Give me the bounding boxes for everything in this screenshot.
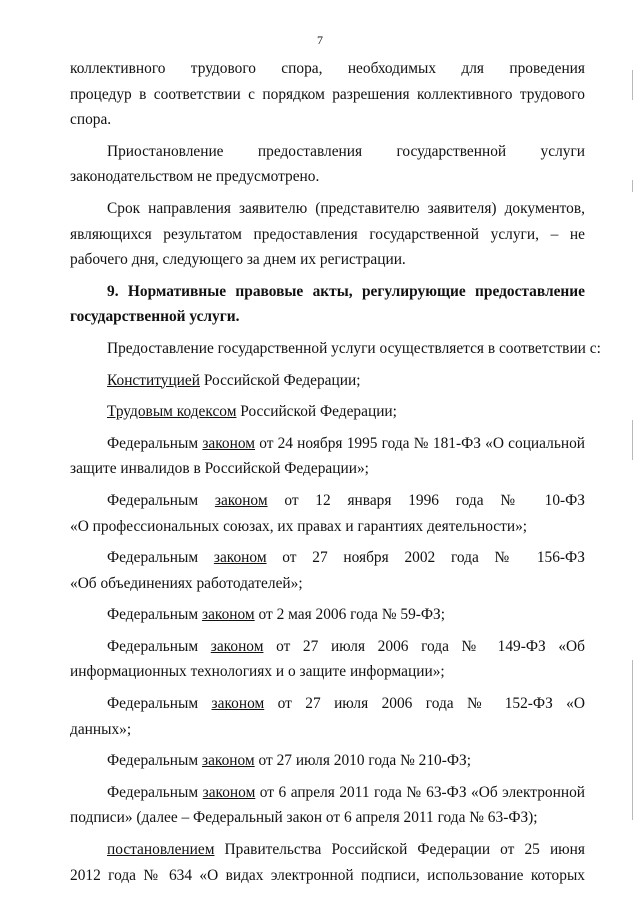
list-item (70, 431, 585, 457)
text-span: Российской Федерации; (236, 403, 397, 421)
law-59-link[interactable]: законом (201, 606, 255, 624)
text-span: ноября (343, 549, 389, 567)
law-181-link[interactable]: законом (202, 434, 256, 452)
text-span: Федеральным (107, 491, 199, 509)
law-156-link[interactable]: законом (213, 549, 267, 567)
text-span: от 6 апреля 2011 года № 63-ФЗ «Об электронной (255, 783, 585, 801)
text-span: Федеральным (107, 783, 203, 801)
text-line: процедур в соответствии с порядком разрешения коллективного трудового (70, 85, 585, 103)
text-span: Правительства Российской Федерации от 25 июня (214, 841, 585, 859)
text-line: подписи» (далее – Федеральный закон от 6 апреля 2011 года № 63-ФЗ); (70, 809, 538, 827)
list-item (70, 748, 585, 774)
list-item (70, 488, 585, 514)
text-span: от 24 ноября 1995 года № 181-ФЗ «О социальной (255, 434, 585, 452)
text-span: от 2 мая 2006 года № 59-ФЗ; (254, 606, 446, 624)
text-line: Предоставление государственной услуги осуществляется в соответствии с: (107, 339, 601, 357)
scan-mark (632, 70, 633, 100)
scan-mark (632, 180, 633, 192)
text-span: Федеральным (107, 549, 199, 567)
list-item (70, 545, 585, 571)
text-line: 2012 года № 634 «О видах электронной подписи, использование которых (70, 866, 585, 884)
text-span: Федеральным (107, 606, 202, 624)
text-span: от 27 июля 2006 года № 149-ФЗ «Об (276, 637, 585, 655)
text-span: № 10-ФЗ (500, 491, 585, 509)
law-63-link[interactable]: законом (202, 783, 256, 801)
labor-code-link[interactable]: Трудовым кодексом (107, 403, 237, 421)
section-heading: государственной услуги. (70, 308, 240, 326)
scan-mark (632, 420, 633, 460)
text-span: Российской Федерации; (199, 371, 361, 389)
text-span: от (282, 549, 297, 567)
text-span: года (450, 549, 479, 567)
text-line: «Об объединениях работодателей»; (70, 574, 303, 592)
text-line: коллективного трудового спора, необходимых для проведения (70, 60, 585, 77)
constitution-link[interactable]: Конституцией (107, 371, 200, 389)
text-span: Федеральным (107, 637, 211, 655)
law-152-link[interactable]: законом (211, 695, 265, 713)
list-item (70, 780, 585, 806)
text-line: рабочего дня, следующего за днем их регистрации. (70, 251, 406, 269)
page-number: 7 (317, 33, 323, 47)
text-span: Федеральным (107, 695, 212, 713)
resolution-634-link[interactable]: постановлением (107, 841, 215, 859)
text-line: являющихся результатом предоставления государственной услуги, – не (70, 225, 585, 243)
law-10-link[interactable]: законом (214, 491, 268, 509)
list-item (70, 691, 585, 717)
list-item (70, 837, 585, 863)
text-span: № 156-ФЗ (494, 549, 585, 567)
list-item (70, 602, 585, 628)
text-line: защите инвалидов в Российской Федерации»; (70, 460, 369, 478)
law-210-link[interactable]: законом (201, 752, 255, 770)
text-line: информационных технологиях и о защите информации»; (70, 663, 445, 681)
text-span: Федеральным (107, 434, 203, 452)
list-item (70, 634, 585, 660)
text-span: 1996 (408, 491, 439, 509)
scan-mark (632, 660, 633, 820)
text-line: спора. (70, 111, 112, 129)
text-span: 27 (312, 549, 328, 567)
text-line: Срок направления заявителю (представителю заявителя) документов, (107, 199, 585, 217)
text-span: Федеральным (107, 752, 202, 770)
text-line: законодательством не предусмотрено. (70, 168, 320, 186)
text-span: от (284, 491, 299, 509)
law-149-link[interactable]: законом (210, 637, 264, 655)
text-span: января (347, 491, 392, 509)
text-line: «О профессиональных союзах, их правах и гарантиях деятельности»; (70, 517, 528, 535)
document-body (70, 56, 601, 888)
list-item (70, 368, 585, 394)
text-span: года (455, 491, 484, 509)
text-line: Приостановление предоставления государственной услуги (107, 142, 585, 160)
list-item (70, 399, 585, 425)
text-span: от 27 июля 2006 года № 152-ФЗ «О (277, 695, 585, 713)
text-span: 2002 (404, 549, 436, 567)
text-span: 12 (315, 491, 331, 509)
section-heading: 9. Нормативные правовые акты, регулирующие предоставление (107, 282, 585, 300)
scan-edge-marks (632, 60, 636, 840)
text-line: данных»; (70, 720, 132, 738)
text-span: от 27 июля 2010 года № 210-ФЗ; (254, 752, 471, 770)
